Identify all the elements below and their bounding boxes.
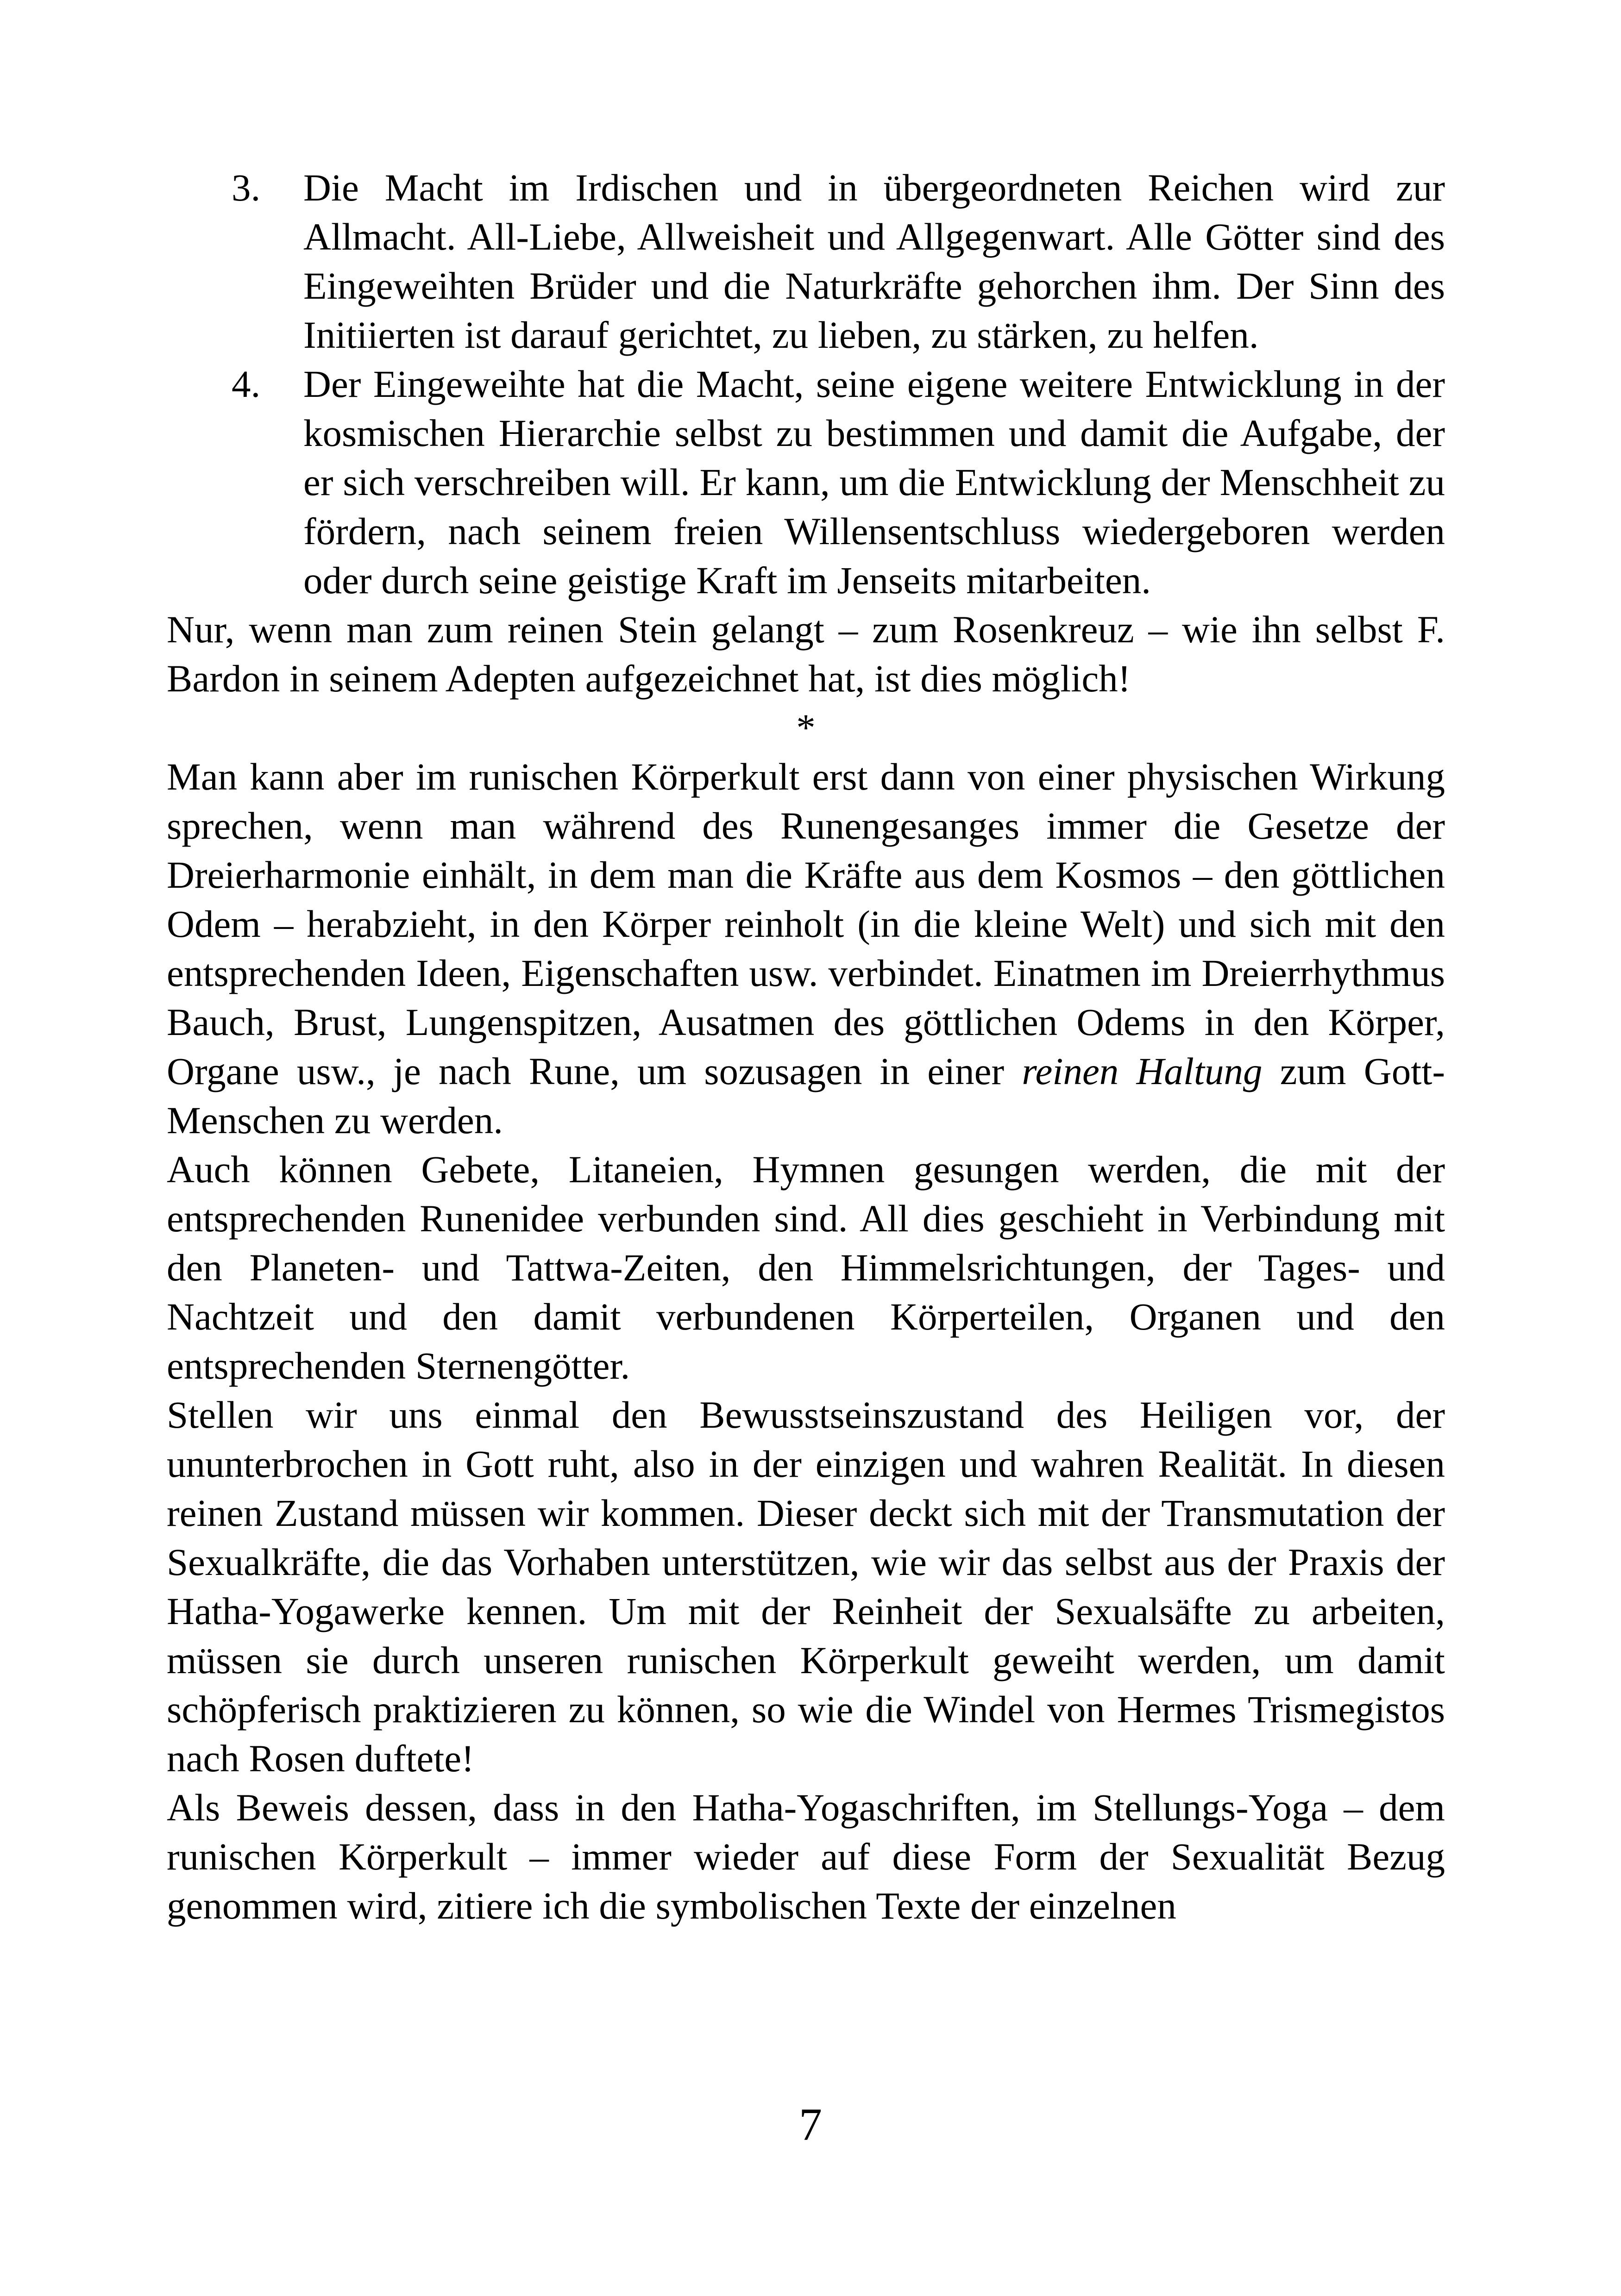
paragraph-koerperkult xyxy=(167,752,1445,1145)
paragraph-beweis: Als Beweis dessen, dass in den Hatha-Yogaschriften, im Stellungs-Yoga – dem runischen Körperkult – immer wieder auf diese Form der Sexualität Bezug genommen wird, zitiere ich die symbolischen Texte der einzelnen xyxy=(167,1786,1445,1927)
page-number: 7 xyxy=(799,2099,822,2150)
section-separator: * xyxy=(796,706,816,749)
paragraph-text: zum Gott-Menschen zu werden. xyxy=(167,1050,1445,1142)
list-number: 4. xyxy=(232,363,261,405)
paragraph-rosenkreuz: Nur, wenn man zum reinen Stein gelangt – zum Rosenkreuz – wie ihn selbst F. Bardon in seinem Adepten aufgezeichnet hat, ist dies möglich! xyxy=(167,608,1445,700)
emphasis-text: reinen Haltung xyxy=(1022,1050,1263,1092)
list-item-4 xyxy=(167,359,1445,605)
paragraph-heiliger: Stellen wir uns einmal den Bewusstseinszustand des Heiligen vor, der ununterbrochen in Gott ruht, also in der einzigen und wahren Realität. In diesen reinen Zustand müssen wir kommen. Dieser deckt sich mit der Transmutation der Sexualkräfte, die das Vorhaben unterstützen, wie wir das selbst aus der Praxis der Hatha-Yogawerke kennen. Um mit der Reinheit der Sexualsäfte zu arbeiten, müssen sie durch unseren runischen Körperkult geweiht werden, um damit schöpferisch praktizieren zu können, so wie die Windel von Hermes Trismegistos nach Rosen duftete! xyxy=(167,1393,1445,1780)
list-number: 3. xyxy=(232,166,261,209)
list-item-3 xyxy=(167,163,1445,359)
paragraph-text: Man kann aber im runischen Körperkult erst dann von einer physischen Wirkung sprechen, wenn man während des Runengesanges immer die Gesetze der Dreierharmonie einhält, in dem man die Kräfte aus dem Kosmos – den göttlichen Odem – herabzieht, in den Körper reinholt (in die kleine Welt) und sich mit den entsprechenden Ideen, Eigenschaften usw. verbindet. Einatmen im Dreierrhythmus Bauch, Brust, Lungenspitzen, Ausatmen des göttlichen Odems in den Körper, Organe usw., je nach Rune, um sozusagen in einer xyxy=(167,755,1445,1092)
paragraph-gebete: Auch können Gebete, Litaneien, Hymnen gesungen werden, die mit der entsprechenden Runenidee verbunden sind. All dies geschieht in Verbindung mit den Planeten- und Tattwa-Zeiten, den Himmelsrichtungen, der Tages- und Nachtzeit und den damit verbundenen Körperteilen, Organen und den entsprechenden Sternengötter. xyxy=(167,1148,1445,1387)
list-text: Der Eingeweihte hat die Macht, seine eigene weitere Entwicklung in der kosmischen Hierarchie selbst zu bestimmen und damit die Aufgabe, der er sich verschreiben will. Er kann, um die Entwicklung der Menschheit zu fördern, nach seinem freien Willensentschluss wiedergeboren werden oder durch seine geistige Kraft im Jenseits mitarbeiten. xyxy=(303,363,1445,602)
list-text: Die Macht im Irdischen und in übergeordneten Reichen wird zur Allmacht. All-Liebe, Allweisheit und Allgegenwart. Alle Götter sind des Eingeweihten Brüder und die Naturkräfte gehorchen ihm. Der Sinn des Initiierten ist darauf gerichtet, zu lieben, zu stärken, zu helfen. xyxy=(303,166,1445,356)
body-text xyxy=(167,163,1445,1930)
